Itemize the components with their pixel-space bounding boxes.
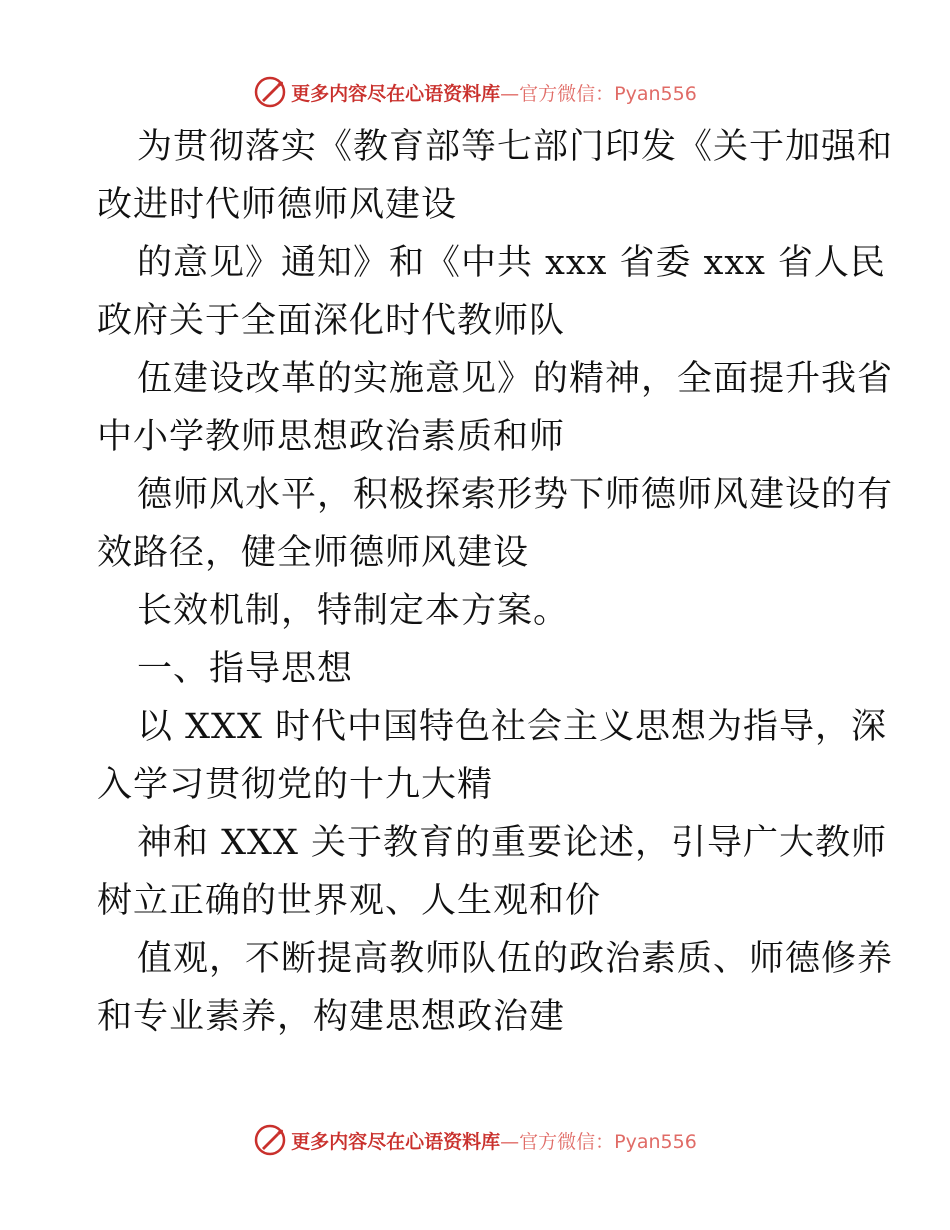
- text-line: 为贯彻落实《教育部等七部门印发《关于加强和: [137, 127, 894, 167]
- text-line: 以 XXX 时代中国特色社会主义思想为指导，深: [137, 707, 888, 747]
- text-line: 伍建设改革的实施意见》的精神，全面提升我省: [137, 359, 894, 399]
- text-line: 效路径，健全师德师风建设: [97, 533, 530, 573]
- text-line: 长效机制，特制定本方案。: [137, 591, 570, 631]
- text-line: 改进时代师德师风建设: [97, 185, 458, 225]
- watermark-main: 更多内容尽在心语资料库: [291, 83, 501, 105]
- watermark-dash: —: [500, 82, 520, 105]
- text-line: 神和 XXX 关于教育的重要论述，引导广大教师: [137, 823, 888, 863]
- text-line: 的意见》通知》和《中共 xxx 省委 xxx 省人民: [137, 243, 886, 283]
- watermark-sub: 官方微信：Pyan556: [519, 1130, 697, 1153]
- text-line: 树立正确的世界观、人生观和价: [97, 881, 602, 921]
- watermark-sub: 官方微信：Pyan556: [519, 82, 697, 105]
- text-line: 入学习贯彻党的十九大精: [97, 765, 494, 805]
- document-body: [97, 118, 894, 1046]
- text-line: 德师风水平，积极探索形势下师德师风建设的有: [137, 475, 894, 515]
- text-line: 和专业素养，构建思想政治建: [97, 997, 566, 1037]
- quill-logo-icon: [253, 1123, 287, 1157]
- watermark-text: [291, 79, 697, 106]
- quill-logo-icon: [253, 75, 287, 109]
- footer-watermark: [0, 1120, 950, 1160]
- section-heading: 一、指导思想: [137, 649, 354, 689]
- watermark-dash: —: [500, 1130, 520, 1153]
- watermark-text: [291, 1127, 697, 1154]
- text-line: 政府关于全面深化时代教师队: [97, 301, 566, 341]
- header-watermark: [0, 72, 950, 112]
- text-line: 值观，不断提高教师队伍的政治素质、师德修养: [137, 939, 894, 979]
- text-line: 中小学教师思想政治素质和师: [97, 417, 566, 457]
- watermark-main: 更多内容尽在心语资料库: [291, 1131, 501, 1153]
